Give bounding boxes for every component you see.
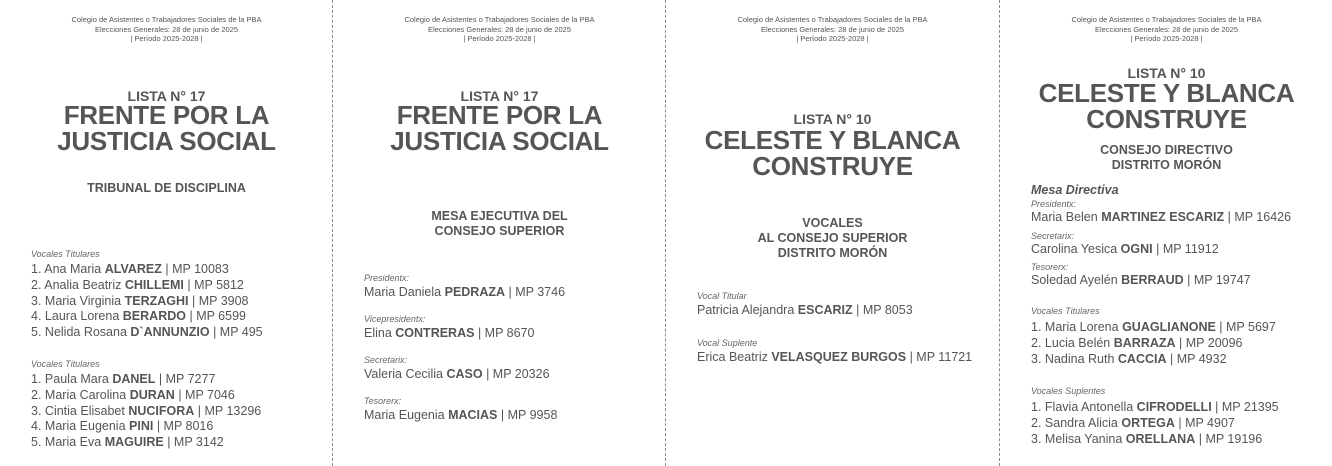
list-name-line: CELESTE Y BLANCA: [704, 125, 961, 155]
list-name-line: CONSTRUYE: [752, 151, 913, 181]
body-title: [0, 181, 333, 196]
role-label: Secretarix:: [1031, 231, 1075, 241]
header-election-date: Elecciones Generales: 28 de junio de 2025: [94, 24, 239, 34]
header-period: | Período 2025-2028 |: [796, 34, 869, 43]
member-row: 1. Flavia Antonella CIFRODELLI | MP 21395: [1031, 400, 1279, 414]
header-college: Colegio de Asistentes o Trabajadores Sociales de la PBA: [1071, 15, 1262, 24]
body-title-line: MESA EJECUTIVA DEL: [431, 209, 568, 223]
section-label: Vocales Titulares: [31, 359, 100, 369]
header-college: Colegio de Asistentes o Trabajadores Sociales de la PBA: [71, 15, 262, 24]
role-member: Erica Beatriz VELASQUEZ BURGOS | MP 11721: [697, 350, 973, 364]
ballot-1: [0, 0, 333, 466]
role-member: Soledad Ayelén BERRAUD | MP 19747: [1031, 273, 1251, 287]
member-row: 3. Nadina Ruth CACCIA | MP 4932: [1031, 352, 1227, 366]
list-name: [0, 102, 333, 154]
list-name-line: JUSTICIA SOCIAL: [390, 126, 609, 156]
member-row: 4. Maria Eugenia PINI | MP 8016: [31, 419, 214, 433]
member-row: 2. Analia Beatriz CHILLEMI | MP 5812: [31, 278, 244, 292]
role-label: Vicepresidentx:: [364, 314, 426, 324]
role-member: Carolina Yesica OGNI | MP 11912: [1031, 242, 1219, 256]
ballot-header: [666, 15, 999, 44]
header-election-date: Elecciones Generales: 28 de junio de 2025: [1094, 24, 1239, 34]
role-label: Presidentx:: [364, 273, 410, 283]
role-member: Maria Belen MARTINEZ ESCARIZ | MP 16426: [1031, 210, 1292, 224]
member-row: 1. Ana Maria ALVAREZ | MP 10083: [31, 262, 229, 276]
ballot-header: [0, 15, 333, 44]
ballot-header: [1000, 15, 1332, 44]
body-title-line: CONSEJO SUPERIOR: [434, 224, 565, 238]
role-label: Tesorerx:: [1031, 262, 1069, 272]
body-title-line: TRIBUNAL DE DISCIPLINA: [87, 181, 246, 195]
section-label: Vocales Titulares: [1031, 306, 1100, 316]
ballot-4: [1000, 0, 1332, 466]
member-row: 2. Maria Carolina DURAN | MP 7046: [31, 388, 235, 402]
body-title-line: DISTRITO MORÓN: [777, 246, 888, 260]
section-label: Vocales Titulares: [31, 249, 100, 259]
list-name-line: FRENTE POR LA: [63, 100, 270, 130]
role-label: Presidentx:: [1031, 199, 1077, 209]
header-election-date: Elecciones Generales: 28 de junio de 2025: [760, 24, 905, 34]
member-row: 3. Melisa Yanina ORELLANA | MP 19196: [1031, 432, 1263, 446]
role-label: Secretarix:: [364, 355, 408, 365]
member-row: 2. Sandra Alicia ORTEGA | MP 4907: [1031, 416, 1235, 430]
list-number: LISTA N° 17: [460, 88, 539, 104]
list-number: LISTA N° 17: [127, 88, 206, 104]
member-row: 5. Maria Eva MAGUIRE | MP 3142: [31, 435, 224, 449]
header-college: Colegio de Asistentes o Trabajadores Sociales de la PBA: [737, 15, 928, 24]
role-member: Valeria Cecilia CASO | MP 20326: [364, 367, 550, 381]
list-name: [1000, 80, 1332, 132]
role-member: Elina CONTRERAS | MP 8670: [364, 326, 535, 340]
role-member: Maria Eugenia MACIAS | MP 9958: [364, 408, 558, 422]
role-label: Tesorerx:: [364, 396, 402, 406]
mesa-title: Mesa Directiva: [1031, 183, 1119, 197]
list-name-line: CONSTRUYE: [1086, 104, 1247, 134]
section-label: Vocales Suplentes: [1031, 386, 1106, 396]
list-name-line: CELESTE Y BLANCA: [1038, 78, 1295, 108]
member-row: 5. Nelida Rosana D`ANNUNZIO | MP 495: [31, 325, 263, 339]
body-title-line: CONSEJO DIRECTIVO: [1100, 143, 1233, 157]
list-name-line: JUSTICIA SOCIAL: [57, 126, 276, 156]
ballot-3: [666, 0, 999, 466]
member-row: 2. Lucia Belén BARRAZA | MP 20096: [1031, 336, 1243, 350]
role-label: Vocal Suplente: [697, 338, 758, 348]
member-row: 4. Laura Lorena BERARDO | MP 6599: [31, 309, 246, 323]
body-title: [1000, 143, 1332, 173]
list-name-line: FRENTE POR LA: [396, 100, 603, 130]
member-row: 1. Maria Lorena GUAGLIANONE | MP 5697: [1031, 320, 1276, 334]
ballot-2: [333, 0, 666, 466]
body-title: [666, 216, 999, 261]
body-title-line: DISTRITO MORÓN: [1111, 158, 1222, 172]
list-number: LISTA N° 10: [793, 111, 872, 127]
ballot-header: [333, 15, 666, 44]
body-title-line: AL CONSEJO SUPERIOR: [757, 231, 908, 245]
role-member: Maria Daniela PEDRAZA | MP 3746: [364, 285, 566, 299]
body-title-line: VOCALES: [802, 216, 863, 230]
body-title: [333, 209, 666, 239]
member-row: 3. Cintia Elisabet NUCIFORA | MP 13296: [31, 404, 262, 418]
role-label: Vocal Titular: [697, 291, 747, 301]
member-row: 3. Maria Virginia TERZAGHI | MP 3908: [31, 294, 249, 308]
list-name: [333, 102, 666, 154]
header-period: | Período 2025-2028 |: [1130, 34, 1203, 43]
header-election-date: Elecciones Generales: 28 de junio de 2025: [427, 24, 572, 34]
list-name: [666, 127, 999, 179]
member-row: 1. Paula Mara DANEL | MP 7277: [31, 372, 216, 386]
role-member: Patricia Alejandra ESCARIZ | MP 8053: [697, 303, 913, 317]
header-period: | Período 2025-2028 |: [463, 34, 536, 43]
list-number: LISTA N° 10: [1127, 65, 1206, 81]
header-college: Colegio de Asistentes o Trabajadores Sociales de la PBA: [404, 15, 595, 24]
header-period: | Período 2025-2028 |: [130, 34, 203, 43]
